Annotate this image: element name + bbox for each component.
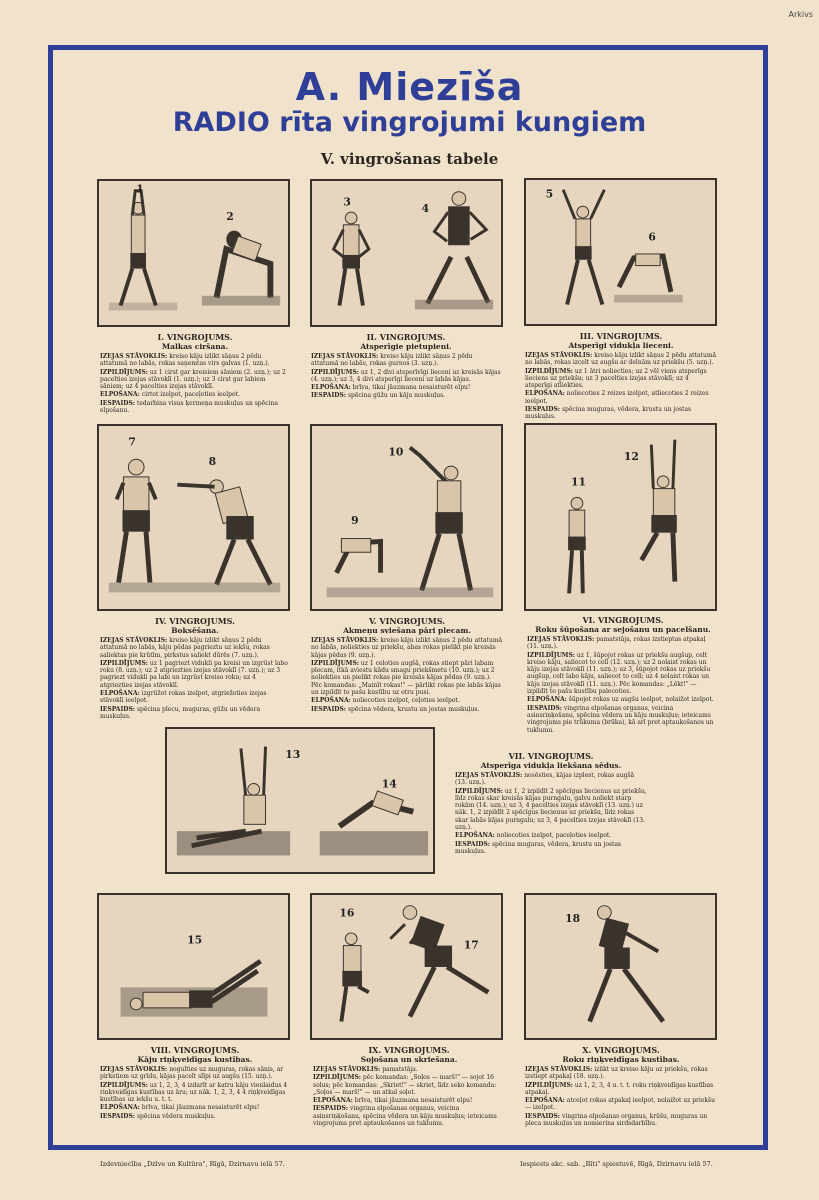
- exercise-heading: VII. VINGROJUMS.: [508, 751, 594, 761]
- label-effect: IESPAIDS:: [311, 705, 347, 713]
- author-name: A. Miezīša: [295, 65, 524, 109]
- execution-text: uz 1, 2, 3, 4 u. t. t. roku riņķveidīgas kustības atpakaļ.: [525, 1081, 714, 1096]
- printer-line: Iespiests akc. sab. „Rīti" spiestuvē, Rīgā, Dzirnavu ielā 57.: [520, 1160, 713, 1168]
- start-text: kreiso kāju izlikt sāņus 2 pēdu attatumā no labās, kāju pēdas pagrieztu uz iekšu, rokas saliektas pie krūtīm, pirkstus saliekt dūrēs (7. uzņ.).: [100, 637, 270, 659]
- poster-subtitle: V. vingrošanas tabele: [320, 150, 499, 168]
- exercise-heading: V. VINGROJUMS.: [369, 616, 445, 626]
- label-effect: IESPAIDS:: [313, 1105, 349, 1113]
- execution-text: uz 1 celoties augšā, rokas stiept pāri labam plecam, itkā aviestu kādu smagu priekšmetu (10. uzņ.); uz 2 noliekties un pielikt rokas pie kreisās kājas pēdas (9. uzņ.). Pēc komandas: „Mainīt rokas!" — pārlikt rokas pie labās kājas un izpildīt to pašu kustību uz otru pusi.: [311, 659, 501, 697]
- exercise-heading: III. VINGROJUMS.: [579, 331, 663, 341]
- execution-text: uz 1, 2 divi atsperīvīgi lieceni uz kreisās kājas (4. uzņ.); uz 3, 4 divi atsperīgi lieceni uz labās kājas.: [311, 368, 501, 383]
- label-effect: IESPAIDS:: [100, 399, 136, 407]
- label-execution: IZPILDĪJUMS:: [525, 367, 573, 375]
- breathing-text: cirtot izelpot, paceļoties ieelpot.: [141, 391, 240, 399]
- label-effect: IESPAIDS:: [311, 392, 347, 400]
- exercise-5: [311, 617, 503, 714]
- breathing-text: noliecoties izelpot, ceļoties ieelpot.: [352, 697, 460, 705]
- photo-number: 15: [187, 933, 203, 947]
- label-breathing: ELPOŠANA:: [100, 391, 140, 399]
- start-text: kreiso kāju izlikt sāņus 2 pēdu attatumā no labās, noliekties uz priekšu, abas rokas pielikt pie kreisās kājas pēdas (9. uzņ.).: [311, 637, 503, 659]
- effect-text: vingrina elpošanas organus, krūšu, muguras un pleca muskuļus un nomierina sirdsdarbību.: [525, 1112, 708, 1128]
- label-execution: IZPILDĪJUMS:: [313, 1074, 361, 1082]
- photo-exercise-8: [97, 893, 290, 1040]
- label-breathing: ELPOŠANA:: [100, 1104, 140, 1112]
- start-text: nosēsties, kājas izplest, rokas augšā (13. uzņ.).: [455, 772, 635, 787]
- exercise-6: [527, 616, 719, 735]
- photo-number: 12: [623, 450, 639, 464]
- label-start: IZEJAS STĀVOKLIS:: [527, 636, 595, 643]
- effect-text: spēcina muguras, vēdera, krustu un jostas muskuļus.: [525, 406, 692, 421]
- label-start: IZEJAS STĀVOKLIS:: [311, 353, 379, 360]
- label-start: IZEJAS STĀVOKLIS:: [455, 772, 523, 779]
- start-text: kreiso kāju izlikt sāņus 2 pēdu attatumā no labās, rokas saņemtas virs galvas (1. uzņ.).: [100, 353, 270, 368]
- breathing-text: izgrūžot rokas izelpot, atgriežoties izejas stāvoklī ieelpot.: [100, 690, 267, 705]
- photo-number: 9: [351, 513, 359, 527]
- photo-number: 8: [208, 455, 217, 469]
- label-breathing: ELPOŠANA:: [455, 832, 495, 840]
- exercise-name: Roku riņķveidīgas kustības.: [562, 1055, 680, 1064]
- label-start: IZEJAS STĀVOKLIS:: [313, 1066, 381, 1073]
- start-text: nogulties uz muguras, rokas sānis, ar pirkstiem uz grīdu, kājas pacelt slīpi uz augšu (15. uzņ.).: [100, 1066, 284, 1081]
- exercise-name: Roku šūpošana ar sejošanu un pacelšanu.: [535, 625, 711, 634]
- photo-exercise-9: [310, 893, 503, 1040]
- photo-number: 7: [128, 435, 136, 449]
- start-text: kreiso kāju izlikt sāņus 2 pēdu attatumā no labās, rokas gurnos (3. uzņ.).: [311, 353, 473, 368]
- label-execution: IZPILDĪJUMS:: [525, 1081, 573, 1089]
- exercise-3: [525, 332, 717, 422]
- label-start: IZEJAS STĀVOKLIS:: [311, 637, 379, 644]
- photo-number: 14: [381, 777, 397, 791]
- photo-exercise-10: [524, 893, 717, 1040]
- label-breathing: ELPOŠANA:: [525, 1097, 565, 1105]
- photo-number: 6: [648, 230, 656, 244]
- label-breathing: ELPOŠANA:: [100, 690, 140, 698]
- exercise-2: [311, 333, 501, 401]
- breathing-text: noliecoties 2 reizes izelpot, atliecoties 2 reizes ieelpot.: [525, 390, 709, 405]
- exercise-name: Atsperīgie pietupieni.: [360, 342, 452, 351]
- label-breathing: ELPOŠANA:: [313, 1097, 353, 1105]
- exercise-9: [313, 1046, 505, 1128]
- effect-text: spēcina vēdera, krustu un jostas muskuļus.: [347, 705, 480, 713]
- photo-number: 2: [226, 209, 234, 223]
- exercise-heading: IX. VINGROJUMS.: [368, 1045, 450, 1055]
- photo-number: 1: [136, 182, 144, 196]
- label-effect: IESPAIDS:: [100, 705, 136, 713]
- photo-exercise-5: [310, 424, 503, 611]
- exercise-heading: I. VINGROJUMS.: [157, 332, 233, 342]
- breathing-text: noliecoties izelpot, paceļoties ieelpot.: [496, 832, 612, 840]
- exercise-heading: IV. VINGROJUMS.: [155, 616, 235, 626]
- exercise-name: Sojošana un skriešana.: [360, 1055, 458, 1064]
- photo-number: 4: [421, 202, 430, 216]
- breathing-text: brīva, tikai jāuzmana nesaisturēt elpu!: [354, 1097, 473, 1105]
- photo-exercise-4: [97, 424, 290, 611]
- photo-exercise-6: [524, 423, 717, 611]
- label-execution: IZPILDĪJUMS:: [100, 368, 148, 376]
- breathing-text: šūpojot rokas uz augšu ieelpot, nolaižot izelpot.: [568, 696, 714, 704]
- execution-text: uz 1 ātri noliecties; uz 2 vēl viens atsperīgs lieciens uz priekšu; uz 3 pacelties izejas stāvoklī; uz 4 atsperīgi atliekties.: [525, 367, 707, 390]
- effect-text: spēcina muguras, vēdera, krustu un jostas muskuļus.: [455, 840, 622, 855]
- photo-number: 16: [339, 906, 355, 920]
- start-text: pamatstāja.: [382, 1066, 418, 1073]
- label-breathing: ELPOŠANA:: [527, 696, 567, 704]
- effect-text: spēcina plecu, muguras, gūžu un vēdera muskuļus.: [100, 705, 261, 720]
- label-execution: IZPILDĪJUMS:: [100, 659, 148, 667]
- execution-text: pēc komandas: „Soļos — marš!" — sojot 16 solus; pēc komandas: „Skriet!" — skriet, līdz seko komanda: „Soļos — marš!" — un atkal soļot.: [313, 1074, 497, 1096]
- execution-text: uz 1 cirst gar kreisiem sāniem (2. uzņ.); uz 2 pacelties izejas stāvoklī (1. uzņ.); uz 3 cirst gar labiem sāniem; uz 4 pacelties izejas stāvoklī.: [100, 368, 286, 391]
- label-breathing: ELPOŠANA:: [311, 697, 351, 705]
- exercise-4: [100, 617, 290, 721]
- photo-number: 17: [463, 938, 479, 952]
- label-start: IZEJAS STĀVOKLIS:: [100, 353, 168, 360]
- label-effect: IESPAIDS:: [527, 704, 563, 712]
- label-execution: IZPILDĪJUMS:: [100, 1081, 148, 1089]
- label-start: IZEJAS STĀVOKLIS:: [525, 352, 593, 359]
- label-execution: IZPILDĪJUMS:: [311, 368, 359, 376]
- photo-number: 11: [571, 475, 587, 489]
- exercise-1: [100, 333, 290, 415]
- exercise-name: Boksēšana.: [171, 626, 219, 635]
- photo-exercise-2: [310, 179, 503, 327]
- archive-mark: Arkivs: [788, 10, 813, 19]
- label-effect: IESPAIDS:: [525, 406, 561, 414]
- effect-text: tedarbina visus ķermeņa muskuļus un spēcina elpošanu.: [100, 399, 278, 415]
- start-text: izlikt uz kreiso kāju uz priekšu, rokas izstiept atpakaļ (18. uzņ.).: [525, 1066, 708, 1081]
- label-execution: IZPILDĪJUMS:: [455, 787, 503, 795]
- exercise-name: Atsperīga vidukļa liekšana sēdus.: [480, 761, 622, 770]
- execution-text: uz 1, 2 izpildīt 2 spēcīgus liecienus uz priekšu, līdz rokas skar kreisās kājas purngalu, galvu noliekt starp rokām (14. uzņ.); uz 3, 4 pacelties izejas stāvoklī (13. uzņ.) uz nāk. 1, 2 izpildīt 2 spēcīgus liecienus uz priekšu, līdz rokas skar labās kājas purngalu; uz 3, 4 pacelties izejas stāvoklī (13. uzņ.).: [455, 787, 647, 832]
- breathing-text: brīva, tikai jāuzmana nesaisturēt elpu!: [352, 384, 471, 392]
- exercise-heading: VI. VINGROJUMS.: [582, 615, 664, 625]
- breathing-text: brīva, tikai jāuzmana nesaisturēt elpu!: [141, 1104, 260, 1112]
- exercise-name: Malkas ciršana.: [161, 342, 229, 351]
- publisher-line: Izdevniecība „Dzīve un Kultūra", Rīgā, Dzirnavu ielā 57.: [100, 1160, 285, 1168]
- exercise-name: Akmeņu sviešana pāri plecam.: [343, 626, 471, 635]
- photo-number: 13: [285, 748, 301, 762]
- exercise-heading: X. VINGROJUMS.: [582, 1045, 660, 1055]
- label-start: IZEJAS STĀVOKLIS:: [525, 1066, 593, 1073]
- execution-text: uz 1 pagriezt vidukli pa kreisi un izgrūst labo roku (8. uzņ.); uz 2 atgriezties izejas stāvoklī (7. uzņ.); uz 3 pagriezt vidukli pa labi un izgrūst kreiso roku; uz 4 atgriezties izejas stāvoklī.: [100, 659, 288, 689]
- label-start: IZEJAS STĀVOKLIS:: [100, 1066, 168, 1073]
- exercise-7: [455, 752, 647, 856]
- photo-exercise-7: [165, 727, 435, 874]
- poster-title: RADIO rīta vingrojumi kungiem: [172, 107, 647, 138]
- effect-text: vingrina elpošanas organus, veicina asinsriņķošanu, spēcina vēdera un kāju muskuļus; ieteicams vingrojums pie trūkuma (brūka), kā arī pret aptaukošanos un tuklumu.: [527, 704, 714, 734]
- label-execution: IZPILDĪJUMS:: [311, 659, 359, 667]
- photo-exercise-1: [97, 179, 290, 327]
- start-text: kreiso kāju izlikt sāņus 2 pēdu attatumā no labās, rokas izcelt uz augšu ar delnām uz priekšu (5. uzņ.).: [525, 352, 717, 367]
- label-effect: IESPAIDS:: [455, 840, 491, 848]
- exercise-heading: VIII. VINGROJUMS.: [150, 1045, 240, 1055]
- photo-exercise-3: [524, 178, 717, 326]
- start-text: pamatstāja, rokas izstieptas atpakaļ (11. uzņ.).: [527, 636, 706, 651]
- photo-number: 5: [545, 187, 554, 201]
- label-execution: IZPILDĪJUMS:: [527, 651, 575, 659]
- label-breathing: ELPOŠANA:: [311, 384, 351, 392]
- exercise-8: [100, 1046, 290, 1121]
- execution-text: uz 1, 2, 3, 4 izdarīt ar katru kāju vienlaidus 4 riņķveidīgas kustības uz āru; uz nāk. 1, 2, 3, 4 4 riņķveidīgas kustības uz iekšu u. t. t.: [100, 1081, 288, 1104]
- label-effect: IESPAIDS:: [525, 1112, 561, 1120]
- label-effect: IESPAIDS:: [100, 1112, 136, 1120]
- exercise-heading: II. VINGROJUMS.: [366, 332, 446, 342]
- breathing-text: atceļot rokas atpakaļ ieelpot, nolaižot uz priekšu — izelpot.: [525, 1097, 715, 1112]
- photo-number: 10: [388, 445, 404, 459]
- photo-number: 18: [565, 912, 581, 926]
- photo-number: 3: [343, 195, 351, 209]
- effect-text: spēcina vēdera muskuļus.: [136, 1112, 216, 1120]
- exercise-name: Atsperīgi vidukļa lieceni.: [568, 341, 674, 350]
- exercise-name: Kāju riņķveidīgas kustības.: [137, 1055, 253, 1064]
- execution-text: uz 1, šūpojot rokas uz priekšu augšup, celt kreiso kāju, saliecot to celī (12. uzņ.); uz 2 nolaist rokas un kāju izejas stāvoklī (11. uzņ.); uz 3, šūpojot rokas uz priekšu augšup, celt labo kāju, saliecot to celī; uz 4 nolaist rokas un kāju izejas stāvoklī (11. uzņ.). Pēc komandas: „Lēkt!" — izpildīt to pašu kustību palecoties.: [527, 651, 711, 696]
- effect-text: spēcina gūžu un kāju muskuļus.: [347, 392, 446, 400]
- label-start: IZEJAS STĀVOKLIS:: [100, 637, 168, 644]
- label-breathing: ELPOŠANA:: [525, 390, 565, 398]
- exercise-10: [525, 1046, 717, 1128]
- effect-text: vingrina elpošanas organus, veicina asinsriņķošanu, spēcina vēdera un kāju muskuļus; ieteicams vingrojums pret aptaukošanos un tuklumu.: [313, 1105, 497, 1128]
